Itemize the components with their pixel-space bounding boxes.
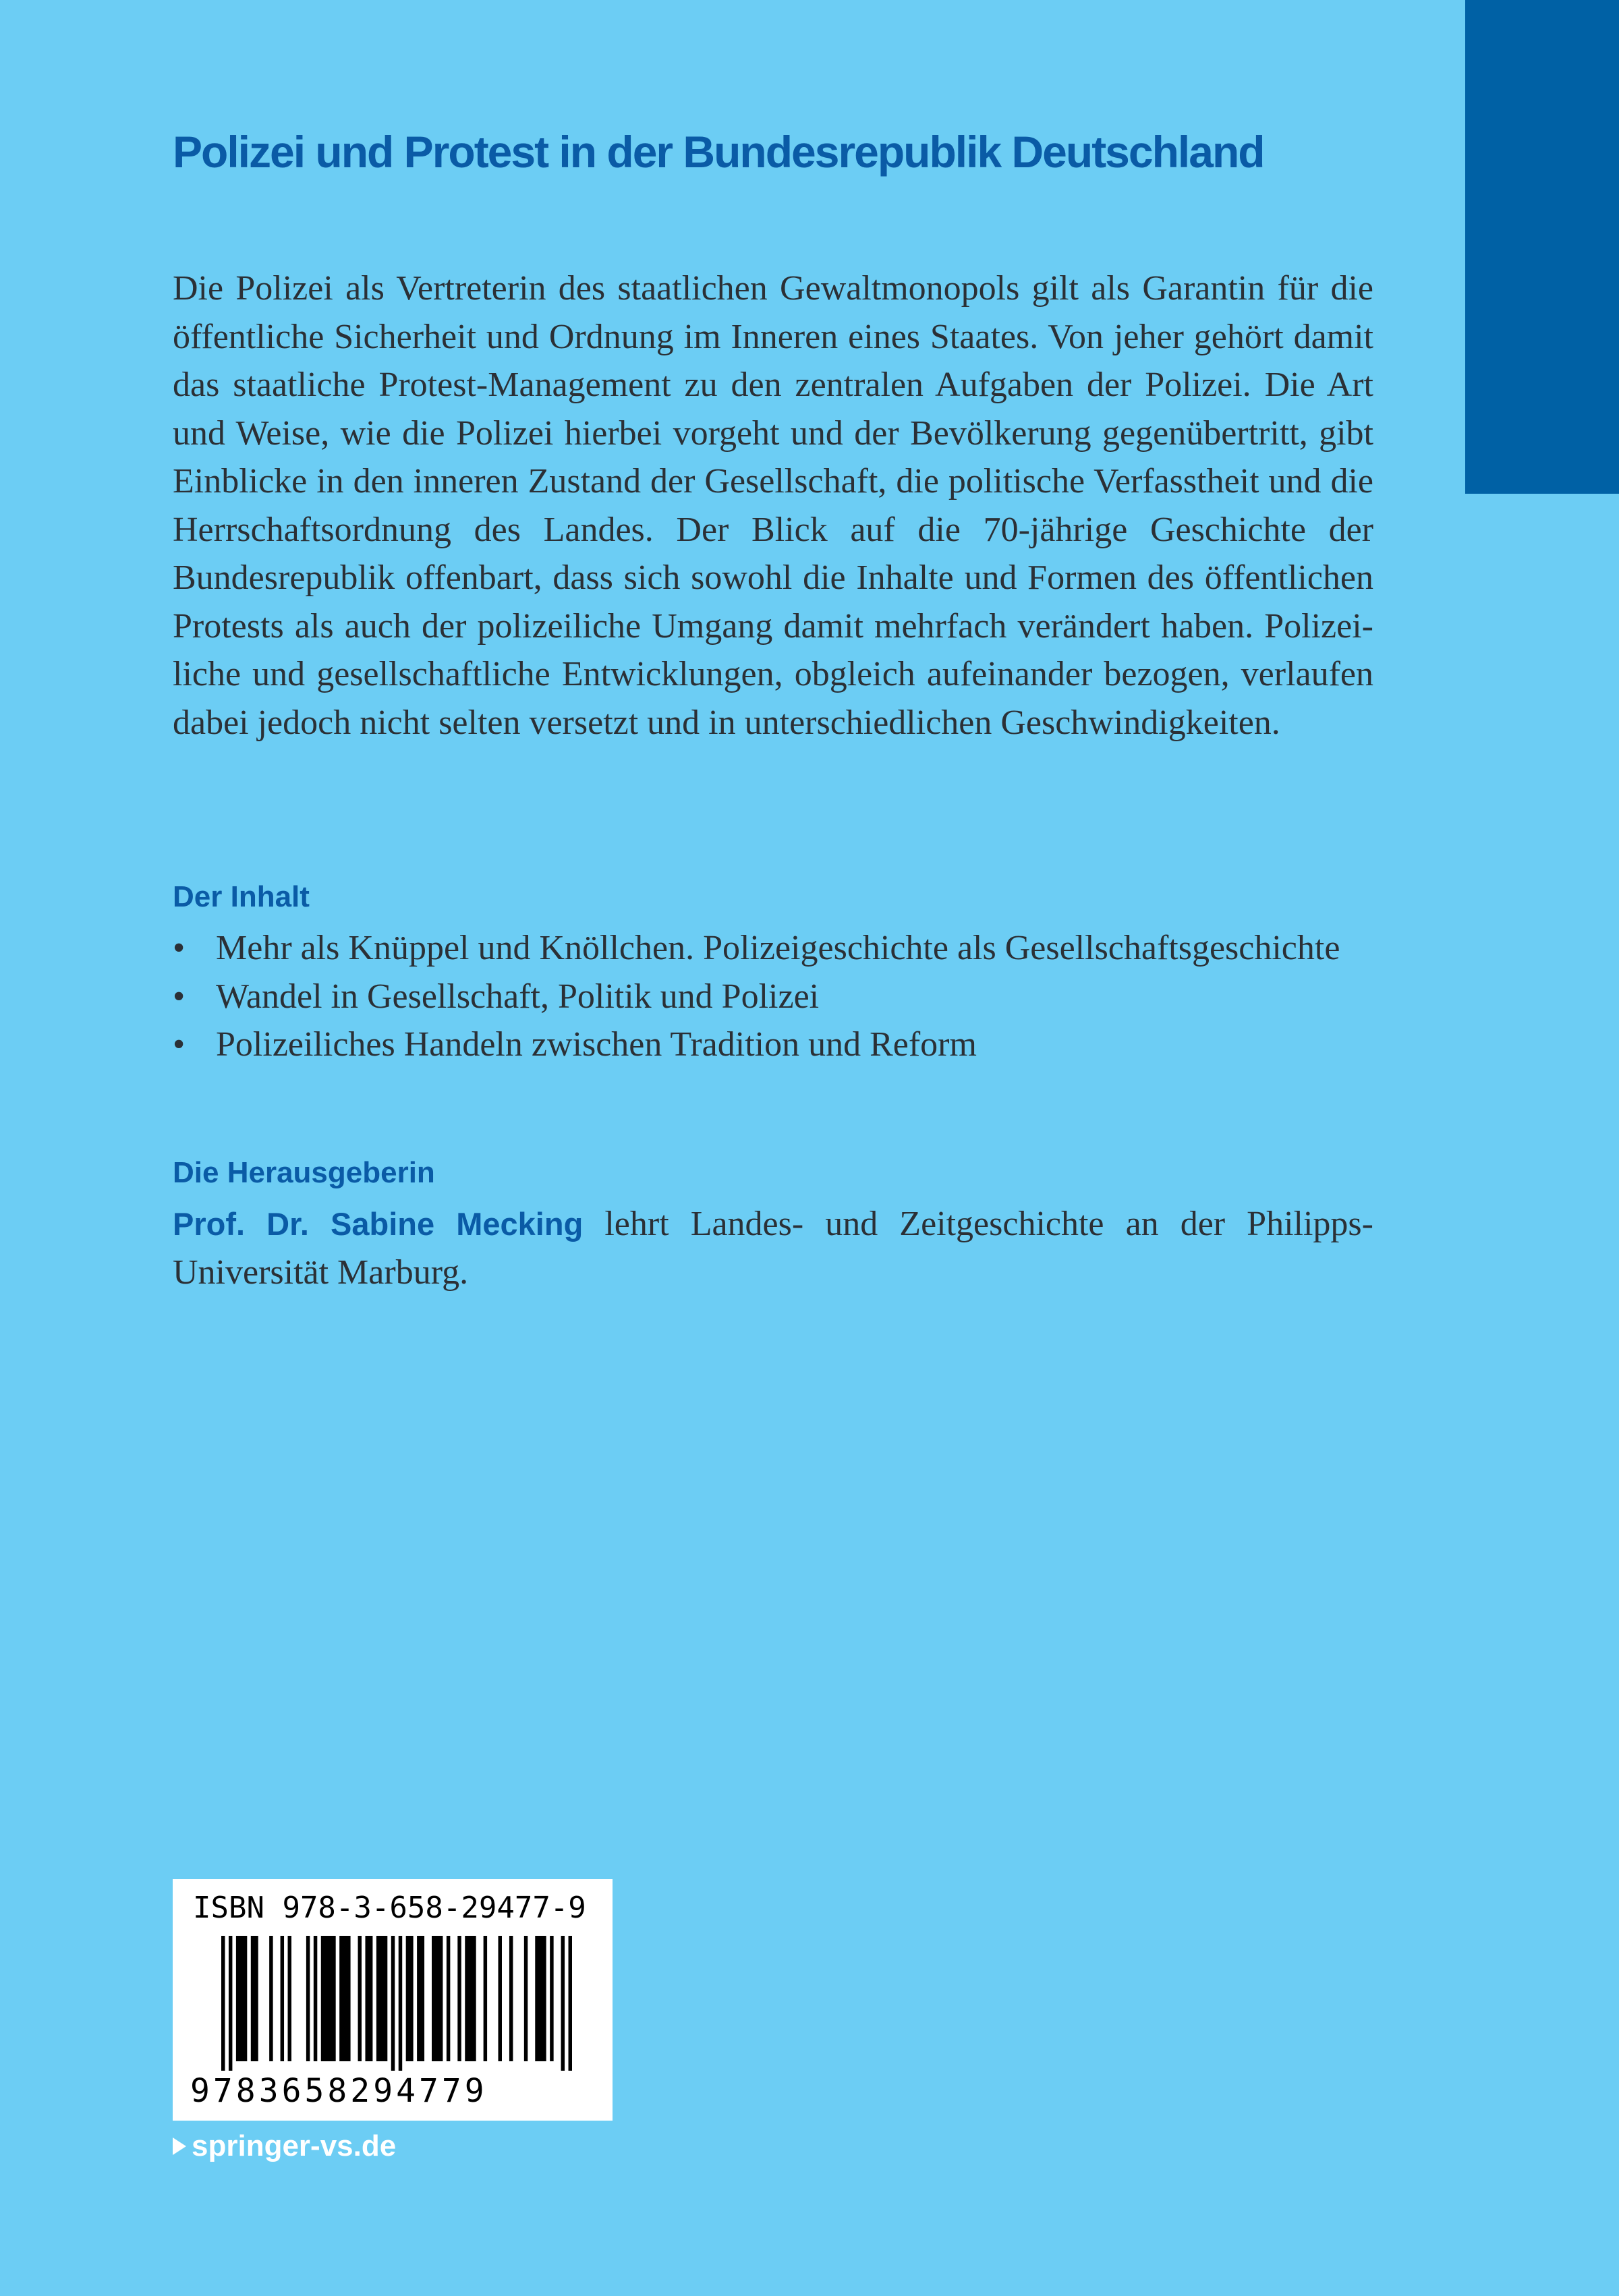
spine-color-tab <box>1465 0 1619 494</box>
book-description: Die Polizei als Vertreterin des staatlichen Gewaltmonopols gilt als Garantin für die öffentliche Sicherheit und Ordnung im Inneren eines Staates. Von jeher gehört damit das staatliche Protest-Management zu den zentralen Aufgaben der Polizei. Die Art und Weise, wie die Polizei hierbei vorgeht und der Bevölkerung gegenübertritt, gibt Einblicke in den inneren Zustand der Gesellschaft, die politische Verfasstheit und die Herrschaftsordnung des Landes. Der Blick auf die 70-jährige Geschichte der Bundesrepublik offenbart, dass sich sowohl die Inhalte und Formen des öffentlichen Protests als auch der polizeiliche Umgang damit mehrfach verändert haben. Polizeiliche und gesellschaftliche Entwicklungen, obgleich aufeinander bezogen, verlaufen dabei jedoch nicht selten versetzt und in unterschiedlichen Geschwindigkeiten. <box>173 269 1373 742</box>
editor-bio <box>173 1200 1373 1296</box>
bullet-icon: • <box>173 929 186 967</box>
barcode-bar <box>484 1936 487 2061</box>
barcode-bar <box>358 1936 362 2061</box>
barcode-bar <box>499 1936 502 2061</box>
barcode-bar <box>550 1936 553 2061</box>
barcode-bar <box>406 1936 414 2061</box>
arrow-right-icon <box>173 2137 186 2155</box>
editor-heading: Die Herausgeberin <box>173 1156 435 1189</box>
barcode-bar <box>251 1936 258 2061</box>
barcode-bar <box>236 1936 247 2061</box>
contents-heading: Der Inhalt <box>173 880 310 913</box>
publisher-website[interactable] <box>173 2126 396 2166</box>
barcode-bars <box>221 1936 572 2071</box>
barcode-bar <box>229 1936 232 2071</box>
barcode-bar <box>524 1936 528 2061</box>
barcode-bar <box>561 1936 565 2071</box>
barcode-bar <box>417 1936 424 2061</box>
barcode-bar <box>535 1936 546 2061</box>
barcode-bar <box>509 1936 513 2061</box>
barcode-digits: 9783658294779 <box>190 2072 488 2110</box>
barcode-bar <box>465 1936 476 2061</box>
editor-name: Prof. Dr. Sabine Mecking <box>173 1206 584 1242</box>
website-url: springer-vs.de <box>192 2129 397 2162</box>
barcode-bar <box>365 1936 372 2061</box>
barcode-bar <box>457 1936 461 2061</box>
list-item-text: Mehr als Knüppel und Knöllchen. Polizeigeschichte als Gesellschaftsgeschichte <box>216 929 1340 967</box>
barcode-bar <box>281 1936 284 2061</box>
list-item-text: Polizeiliches Handeln zwischen Tradition und Reform <box>216 1025 977 1064</box>
editor-bio-text: lehrt Landes- und Zeitgeschichte an der Philipps-Universität Marburg. <box>173 1205 1373 1292</box>
isbn-label: ISBN 978-3-658-29477-9 <box>193 1891 586 1925</box>
barcode-bar <box>376 1936 387 2061</box>
barcode-bar <box>399 1936 402 2071</box>
barcode-bar <box>269 1936 273 2061</box>
book-title: Polizei und Protest in der Bundesrepublik Deutschland <box>173 127 1264 177</box>
barcode-bar <box>221 1936 225 2071</box>
isbn-barcode <box>173 1879 613 2121</box>
barcode-bar <box>314 1936 317 2061</box>
barcode-bar <box>321 1936 336 2061</box>
list-item <box>173 973 1373 1021</box>
barcode-bar <box>306 1936 310 2061</box>
barcode-bar <box>447 1936 450 2061</box>
contents-list <box>173 924 1373 1069</box>
list-item-text: Wandel in Gesellschaft, Politik und Polizei <box>216 977 820 1016</box>
barcode-bar <box>339 1936 350 2061</box>
barcode-bar <box>288 1936 291 2061</box>
list-item <box>173 924 1373 973</box>
barcode-bar <box>569 1936 572 2071</box>
barcode-bar <box>391 1936 395 2071</box>
bullet-icon: • <box>173 1025 186 1064</box>
list-item <box>173 1021 1373 1069</box>
bullet-icon: • <box>173 977 186 1016</box>
barcode-bar <box>432 1936 443 2061</box>
